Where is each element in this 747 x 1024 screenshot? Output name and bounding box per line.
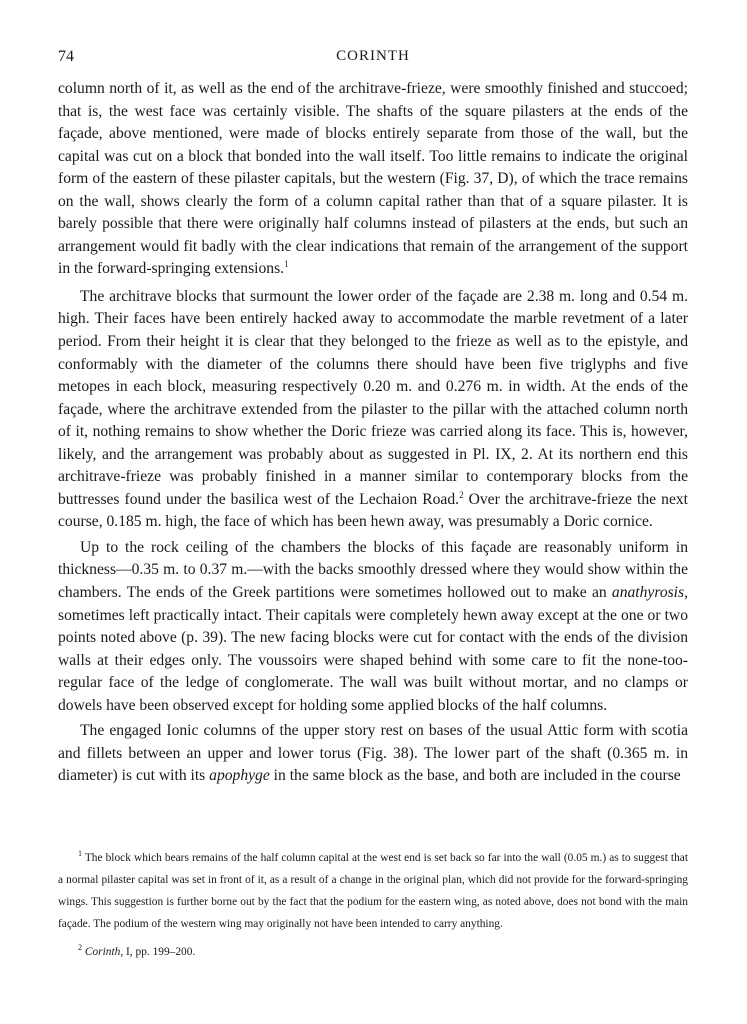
text-run: , I, pp. 199–200. — [120, 946, 196, 958]
text-run: in the same block as the base, and both are included in the course — [269, 767, 681, 785]
page-header — [58, 48, 688, 68]
text-run: The architrave blocks that surmount the lower order of the façade are 2.38 m. long and 0.54 m. high. Their faces have been entirely hacked away to accommodate the marble revetment of a later period. From their height it is clear that they belonged to the frieze as well as to the epistyle, and conformably with the diameter of the columns there should have been five triglyphs and five metopes in each block, measuring respectively 0.20 m. and 0.276 m. in width. At the ends of the façade, where the architrave extended from the pilaster to the pillar with the attached column north of it, nothing remains to show whether the Doric frieze was carried along its face. This is, however, likely, and the arrangement was probably about as suggested in Pl. IX, 2. At its northern end this architrave-frieze was probably finished in a manner similar to contemporary blocks from the buttresses found under the basilica west of the Lechaion Road. — [58, 287, 688, 508]
text-run: , sometimes left practically intact. Their capitals were completely hewn away except at the one or two points noted above (p. 39). The new facing blocks were cut for contact with the ends of the division walls at their edges only. The voussoirs were shaped behind with some care to fit the none-too-regular face of the ledge of conglomerate. The wall was built without mortar, and no clamps or dowels have been observed except for holding some applied blocks of the half columns. — [58, 584, 688, 714]
text-run: Up to the rock ceiling of the chambers the blocks of this façade are reasonably uniform in thickness—0.35 m. to 0.37 m.—with the backs smoothly dressed where they would show within the chambers. The ends of the Greek partitions were sometimes hollowed out to make an — [58, 538, 688, 602]
running-title: CORINTH — [336, 48, 410, 64]
paragraph — [58, 78, 688, 281]
footnote — [58, 847, 688, 935]
paragraph — [58, 286, 688, 534]
footnote-ref: 1 — [284, 259, 289, 270]
italic-term: apophyge — [209, 767, 270, 785]
footnote-ref: 1 — [78, 849, 82, 858]
footnote-ref: 2 — [78, 943, 82, 952]
italic-term: anathyrosis — [611, 584, 685, 602]
footnote-ref: 2 — [459, 489, 464, 500]
body-text — [58, 78, 688, 791]
paragraph — [58, 720, 688, 788]
footnotes — [58, 847, 688, 963]
text-run: The block which bears remains of the half column capital at the west end is set back so far into the wall (0.05 m.) as to suggest that a normal pilaster capital was set in front of it, as a result of a change in the original plan, which did not provide for the forward-springing wings. This suggestion is further borne out by the fact that the podium for the eastern wing, as noted above, does not bond with the main façade. The podium of the western wing may originally not have been intended to carry anything. — [58, 852, 688, 930]
text-run: column north of it, as well as the end of the architrave-frieze, were smoothly finished and stuccoed; that is, the west face was certainly visible. The shafts of the square pilasters at the ends of the façade, above mentioned, were made of blocks entirely separate from those of the wall, but the capital was cut on a block that bonded into the wall itself. Too little remains to indicate the original form of the eastern of these pilaster capitals, but the western (Fig. 37, D), of which the trace remains on the wall, shows clearly the form of a column capital rather than that of a square pilaster. It is barely possible that there were originally half columns instead of pilasters at the ends, but such an arrangement would fit badly with the clear indications that remain of the arrangement of the support in the forward-springing extensions. — [58, 80, 688, 278]
italic-term: Corinth — [84, 946, 121, 958]
footnote — [58, 941, 688, 963]
text-run: Over the architrave-frieze the next course, 0.185 m. high, the face of which has been hewn away, was presumably a Doric cornice. — [58, 490, 688, 531]
text-run: The engaged Ionic columns of the upper story rest on bases of the usual Attic form with scotia and fillets between an upper and lower torus (Fig. 38). The lower part of the shaft (0.365 m. in diameter) is cut with its — [58, 722, 688, 785]
page-number: 74 — [58, 48, 74, 65]
paragraph — [58, 537, 688, 717]
